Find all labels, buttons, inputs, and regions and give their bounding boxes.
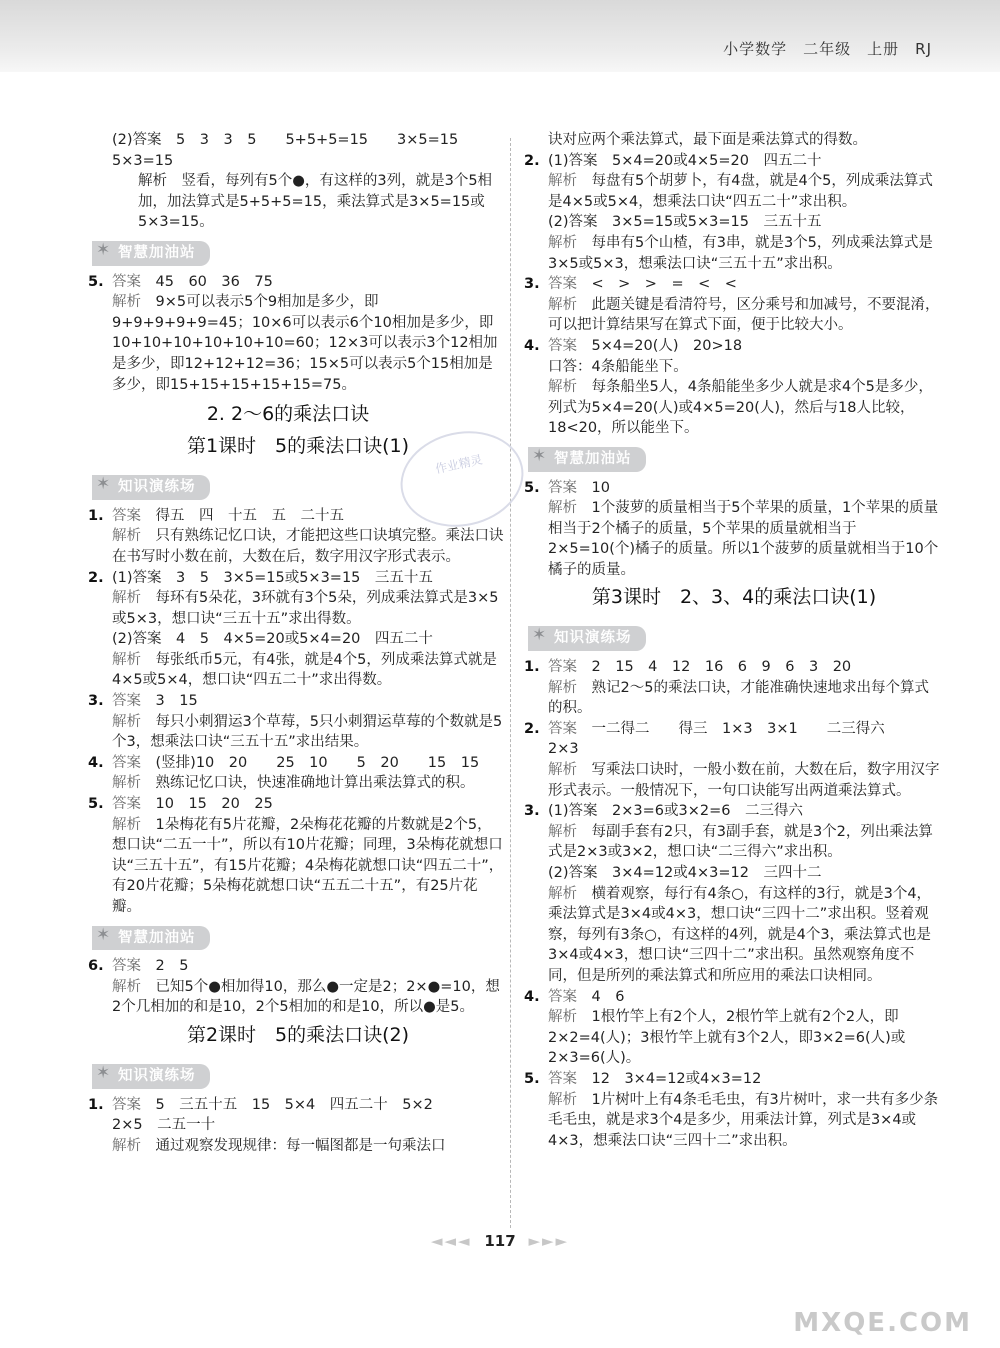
- question-5-answer: 5. 答案 45 60 36 75: [88, 273, 273, 290]
- question-5-answer: 5. 答案 10: [524, 479, 610, 496]
- answer-line: 5×3=15: [112, 152, 174, 169]
- analysis-text: 解析 此题关键是看清符号，区分乘号和加减号，不要混淆，可以把计算结果写在算式下面，便于比较大小。: [548, 296, 940, 334]
- section-tag-zhihui: ✶ 智慧加油站: [92, 241, 210, 266]
- question-4-answer: 4. 答案 5×4=20(人) 20>18: [524, 337, 743, 354]
- lesson-title: 第2课时 5的乘法口诀(2): [186, 1023, 410, 1046]
- book-title: 小学数学 二年级 上册 RJ: [723, 40, 932, 58]
- answer-line: 2×3: [548, 741, 579, 758]
- page-footer: [0, 1232, 1000, 1250]
- watermark: MXQE.COM: [793, 1308, 972, 1338]
- lesson-title: 第1课时 5的乘法口诀(1): [186, 435, 410, 458]
- lesson-title: 第3课时 2、3、4的乘法口诀(1): [591, 586, 877, 609]
- analysis-text: 解析 每副手套有2只，有3副手套，就是3个2，列出乘法算式是2×3或3×2，想口诀“二三得六”求出积。: [548, 823, 933, 861]
- answer-line: (2)答案 3×5=15或5×3=15 三五十五: [548, 214, 822, 231]
- answer-line: (2)答案 4 5 4×5=20或5×4=20 四五二十: [112, 631, 433, 648]
- star-icon: ✶: [532, 625, 548, 646]
- answer-line: 2×5 二五一十: [112, 1117, 216, 1134]
- analysis-text: 解析 1片树叶上有4条毛毛虫，有3片树叶，求一共有多少条毛毛虫，就是求3个4是多少，用乘法计算，列式是3×4或4×3，想乘法口诀“三四十二”求出积。: [548, 1091, 939, 1149]
- question-5-answer: 5. 答案 12 3×4=12或4×3=12: [524, 1070, 762, 1087]
- stamp-mark: 作业精灵: [392, 420, 533, 538]
- analysis-text: 解析 熟记2～5的乘法口诀，才能准确快速地求出每个算式的积。: [548, 679, 929, 717]
- star-icon: ✶: [96, 924, 112, 945]
- question-2-answer: 2. (1)答案 5×4=20或4×5=20 四五二十: [524, 152, 822, 169]
- analysis-text: 解析 1根竹竿上有2个人，2根竹竿上就有2个2人，即2×2=4(人)；3根竹竿上就有3个2人，即3×2=6(人)或2×3=6(人)。: [548, 1009, 906, 1067]
- right-column: [524, 130, 940, 1151]
- question-2-answer: 2. 答案 一二得二 得三 1×3 3×1 二三得六: [524, 720, 885, 737]
- analysis-text: 解析 1个菠萝的质量相当于5个苹果的质量，1个苹果的质量相当于2个橘子的质量，5个苹果的质量就相当于2×5=10(个)橘子的质量。所以1个菠萝的质量就相当于10个橘子的质量。: [548, 500, 939, 578]
- star-icon: ✶: [96, 474, 112, 495]
- analysis-text: 解析 每串有5个山楂，有3串，就是3个5，列成乘法算式是3×5或5×3，想乘法口诀“三五十五”求出积。: [548, 234, 933, 272]
- analysis-text: 解析 写乘法口诀时，一般小数在前，大数在后，数字用汉字形式表示。一般情况下，一句口诀能写出两道乘法算式。: [548, 762, 940, 799]
- analysis-text: 解析 每张纸币5元，有4张，就是4个5，列成乘法算式就是4×5或5×4，想口诀“四五二十”求出得数。: [112, 651, 497, 689]
- prev-arrows-icon: ◄◄◄: [430, 1232, 472, 1250]
- page-number: 117: [484, 1232, 516, 1250]
- answer-line: (2)答案 3×4=12或4×3=12 三四十二: [548, 865, 822, 881]
- question-2-answer: 2. (1)答案 3 5 3×5=15或5×3=15 三五十五: [88, 569, 433, 586]
- question-3-answer: 3. (1)答案 2×3=6或3×2=6 二三得六: [524, 803, 803, 820]
- analysis-text: 解析 每环有5朵花，3环就有3个5朵，列成乘法算式是3×5或5×3，想口诀“三五十五”求出得数。: [112, 590, 499, 627]
- question-3-answer: 3. 答案 < > > = < <: [524, 276, 737, 293]
- answer-line: 口答：4条船能坐下。: [548, 358, 688, 375]
- analysis-text: 解析 竖看，每列有5个●，有这样的3列，就是3个5相加，加法算式是5+5+5=15，乘法算式是3×5=15或5×3=15。: [138, 173, 493, 231]
- analysis-text: 解析 通过观察发现规律：每一幅图都是一句乘法口: [112, 1137, 446, 1154]
- question-4-answer: 4. 答案 4 6: [524, 988, 625, 1005]
- analysis-text: 解析 已知5个●相加得10，那么●一定是2；2×●=10，想2个几相加的和是10，2个5相加的和是10，所以●是5。: [112, 978, 500, 1016]
- left-column: [88, 130, 504, 1156]
- section-tag-zhishi: ✶ 知识演练场: [528, 626, 646, 651]
- question-5-answer: 5. 答案 10 15 20 25: [88, 796, 273, 813]
- analysis-text: 解析 每盘有5个胡萝卜，有4盘，就是4个5，列成乘法算式是4×5或5×4，想乘法口诀“四五二十”求出积。: [548, 173, 933, 210]
- question-6-answer: 6. 答案 2 5: [88, 958, 189, 975]
- question-4-answer: 4. 答案 (竖排)10 20 25 10 5 20 15 15: [88, 754, 480, 771]
- analysis-text: 解析 9×5可以表示5个9相加是多少，即9+9+9+9+9=45；10×6可以表示6个10相加是多少，即10+10+10+10+10+10=60；12×3可以表示3个12相加是多少，即12+12+12=36；15×5可以表示5个15相加是多少，即15+15+15+15+15=75。: [112, 294, 498, 393]
- question-1-answer: 1. 答案 5 三五十五 15 5×4 四五二十 5×2: [88, 1096, 433, 1113]
- section-tag-zhishi: ✶ 知识演练场: [92, 1064, 210, 1089]
- analysis-text: 解析 横着观察，每行有4条○，有这样的3行，就是3个4，乘法算式是3×4或4×3，想口诀“三四十二”求出积。竖着观察，每列有3条○，有这样的4列，就是4个3，乘法算式也是3×4或4×3，想口诀“三四十二”求出积。虽然观察角度不同，但是所列的乘法算式和所应用的乘法口诀相同。: [548, 885, 932, 984]
- column-divider: [510, 138, 511, 1228]
- header-bar: [0, 0, 1000, 72]
- star-icon: ✶: [532, 445, 548, 466]
- analysis-text: 解析 每条船坐5人，4条船能坐多少人就是求4个5是多少，列式为5×4=20(人)或4×5=20(人)，然后与18人比较，18<20，所以能坐下。: [548, 379, 933, 437]
- analysis-text: 诀对应两个乘法算式，最下面是乘法算式的得数。: [548, 132, 867, 148]
- analysis-text: 解析 每只小刺猬运3个草莓，5只小刺猬运草莓的个数就是5个3，想乘法口诀“三五十五”求出结果。: [112, 713, 503, 751]
- analysis-text: 解析 1朵梅花有5片花瓣，2朵梅花花瓣的片数就是2个5，想口诀“二五一十”，所以有10片花瓣；同理，3朵梅花就想口诀“三五十五”，有15片花瓣；4朵梅花就想口诀“四五二十”，有20片花瓣；5朵梅花就想口诀“五五二十五”，有25片花瓣。: [112, 816, 504, 915]
- question-3-answer: 3. 答案 3 15: [88, 693, 198, 710]
- section-tag-zhishi: ✶ 知识演练场: [92, 475, 210, 500]
- question-1-answer: 1. 答案 得五 四 十五 五 二十五: [88, 507, 344, 524]
- analysis-text: 解析 熟练记忆口诀，快速准确地计算出乘法算式的积。: [112, 775, 475, 792]
- section-tag-zhihui: ✶ 智慧加油站: [528, 447, 646, 472]
- next-arrows-icon: ►►►: [528, 1232, 570, 1250]
- question-1-answer: 1. 答案 2 15 4 12 16 6 9 6 3 20: [524, 659, 852, 676]
- chapter-title: 2. 2～6的乘法口诀: [206, 403, 370, 426]
- analysis-text: 解析 只有熟练记忆口诀，才能把这些口诀填完整。乘法口诀在书写时小数在前，大数在后，数字用汉字形式表示。: [112, 528, 504, 565]
- star-icon: ✶: [96, 1062, 112, 1083]
- answer-line: (2)答案 5 3 3 5 5+5+5=15 3×5=15: [112, 132, 459, 148]
- star-icon: ✶: [96, 239, 112, 260]
- section-tag-zhihui: ✶ 智慧加油站: [92, 926, 210, 951]
